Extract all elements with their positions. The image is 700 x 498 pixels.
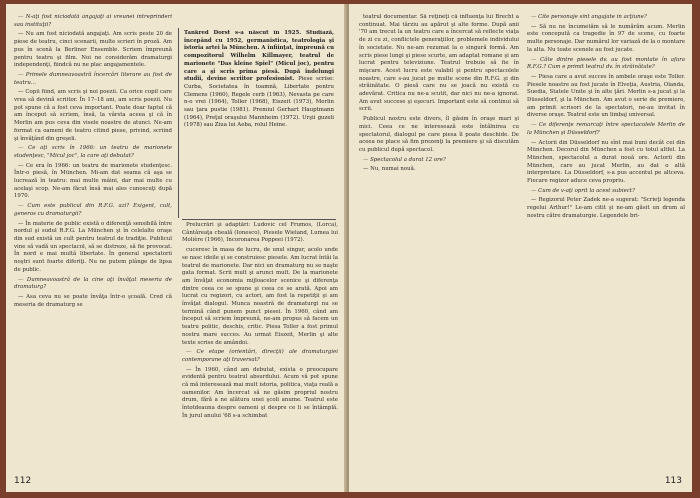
left-page-column-2: [182, 222, 338, 466]
interview-answer: — În materie de public există o diferenţă sensibilă între nordul şi sudul R.F.G. La München şi în celelalte oraşe din sud există un cult pentru teatrul de tradiţie. Publicul vine să vadă un spectacol, să se distreze, să fie provocat. În nord e mai multă libertate. În general spectatorii noştri sunt foarte diferiţi. Nu ne putem plânge de lipsa de public.: [14, 220, 172, 273]
interview-answer: — Să nu ne încumetăm să le numărăm acum. Merlin este concepută ca tragedie în 97 de scene, cu foarte multe personaje. Dar numărul lor variază de la o montare la alta. Nu toate scenele au fost jucate.: [527, 23, 685, 53]
biography-bold-text: Tankred Dorst s-a născut în 1925. Studiază, începând cu 1952, germanistica, teatrologia şi istoria artei la München. A înfiinţat, împreună cu compozitorul Wilhelm Killmayer, teatrul de marionete "Das kleine Spiel" (Micul joc), pentru care a şi scris prima piesă. După îndelungi studii, devine scriitor profesionist.: [184, 30, 334, 83]
interview-answer: — Nu, numai nouă.: [363, 166, 416, 173]
interview-answer: teatrul documentar. Să reţineţi că influenţa lui Brecht a continuat. Mai târziu au apărut şi alte forme. După anii '70 am trecut la un teatru care a încercat să reflecte viaţa de zi cu zi, conflictele generaţiilor, problemele individului în societate. Nu ne-am rezumat la o singură formă. Am scris piese lungi şi piese scurte, am adaptat romane şi am lucrat pentru televiziune. Teatrul trebuie să fie în mişcare. Acest lucru este valabil şi pentru spectacolele noastre, care s-au jucat pe multe scene din R.F.G. şi din străinătate. O piesă care nu se joacă nu există cu adevărat. Critica nu ne-a scutit, dar nici nu ne-a ignorat. Am avut succese şi eşecuri. Important este să continui să scrii.: [359, 14, 519, 113]
interview-question: — Spectacolul a durat 12 ore?: [363, 156, 446, 163]
box-bottom-rule: [182, 219, 336, 220]
right-page: [349, 4, 692, 492]
right-page-column-2: [527, 14, 685, 466]
interview-question: — Câte dintre piesele dv. au fost montate în afara R.F.G.? Cum e primit teatrul dv. în străinătate?: [527, 56, 685, 71]
page-number-left: 112: [14, 476, 32, 486]
interview-answer: — Regizorul Peter Zadek ne-a sugerat: "Scrieţi legenda regelui Arthur!" Le-am citit şi ne-am găsit un drum al nostru către dramaturgie. Legendele bri-: [527, 197, 685, 219]
biography-works-text: Piese scrise: Curba, Societatea în toamnă, Libertate pentru Clemens (1960), Regele cerb (1963), Nevasta pe care n-o vrei (1964), Toller (1968), Eiszeit (1973), Merlin sau ţara pustie (1981). Premiul Gerhart Hauptmann (1964), Preţul oraşului Mannheim (1972). Urşii guzeli (1978) sau Ziua lui Aeba, rolul Heine.: [184, 76, 334, 129]
author-biography-box: [184, 30, 334, 216]
page-number-right: 113: [664, 476, 682, 486]
interview-question: — Cum este publicul din R.F.G. azi? Exigent, cult, generos cu dramaturgii?: [14, 203, 172, 217]
interview-question: — N-aţi fost niciodată angajaţi ai vreunei întreprinderi sau instituţii?: [14, 14, 172, 28]
interview-question: — Dumneavoastră de la cine aţi învăţat meseria de dramaturg?: [14, 276, 172, 291]
interview-question: — Primele dumneavoastră încercări literare au fost de teatru...: [14, 71, 172, 86]
interview-question: — Ce etape (orientări, direcţii) ale dramaturgiei contemporane aţi traversat?: [182, 349, 338, 363]
interview-answer: Publicul nostru este divers, îl găsim în oraşe mari şi mici. Ceea ce ne interesează este întâlnirea cu spectatorul, dialogul pe care piesa îl poate deschide. De aceea ne place să fim prezenţi la premiere şi să discutăm cu publicul după spectacol.: [359, 116, 519, 153]
interview-answer: cuceresc în masa de lucru, de unul singur, acolo unde se nasc ideile şi se construiesc piesele. Am lucrat întâi la teatrul de marionete. Dar nici un dramaturg nu se naşte gata format. Scrii mult şi arunci mult. De la marionete am învăţat economia mijloacelor scenice şi diferenţa dintre ceea ce se spune şi ceea ce se arată. Apoi am lucrat cu regizori, cu actori, am fost la repetiţii şi am învăţat dialogul. Munca noastră de dramaturgi nu se termină când punem punct piesei. În 1960, când am început să scriem împreună, ne-am propus să facem un teatru politic, deschis, critic. Piesa Toller a fost primul nostru mare succes. Au urmat Eiszeit, Merlin şi alte texte scrise de amândoi.: [182, 247, 338, 346]
interview-answer: — Actorii din Düsseldorf nu sînt mai buni decât cei din München. Decorul din München a fost cu totul altfel. La München, spectacolul a durat nouă ore. Actorii din München, care au jucat Merlin, au dat o altă interpretare. La Düsseldorf, s-a pus accentul pe altceva. Fiecare regizor aduce ceva propriu.: [527, 139, 685, 185]
interview-answer: — Piesa care a avut succes în ambele oraşe este Toller. Piesele noastre au fost jucate în Elveţia, Austria, Olanda, Suedia, Statele Unite şi în alte ţări. Merlin s-a jucat şi la Düsseldorf, şi la München. Am avut o serie de premiere, am primit scrisori de la spectatori, ne-au invitat în diverse oraşe. Teatrul este un limbaj universal.: [527, 73, 685, 119]
interview-question: — Cum de v-aţi oprit la acest subiect?: [531, 187, 635, 194]
adaptations-paragraph: Prelucrări şi adaptări: Ludovic cel Frumos, (Lorca), Cântăreaţa cheală (Ionesco), Piesele Wieland, Lumea lui Molière (1966), Incoronarea Poppeei (1972).: [182, 222, 338, 244]
interview-answer: — Ce era în 1966: un teatru de marionete studenţesc. Într-o piesă, în München. Mi-am dat seama că aşa se lucrează în teatru: mai multe mâini, dar mai multe cu acelaşi scop. Ne-am făcut însă mai ales cunoscuţi după 1970.: [14, 162, 172, 200]
box-border: [178, 28, 179, 218]
interview-answer: — Asa ceva nu se poate învăţa într-o şcoală. Cred că meseria de dramaturg se: [14, 293, 172, 308]
interview-question: — Cite personaje sînt angajate în acţiune?: [531, 14, 647, 20]
interview-answer: — Copii fiind, am scris şi noi poezii. Ca orice copil care vrea să devină scriitor. În 17–18 ani, am scris poezii. Nu pot spune că a fost ceva important. Poate doar faptul că am început să scriem, însă, la vârsta aceea şi că în Merlin am pus ceva din visele noastre de atunci. Ne-am format ca oameni de teatru citind piese, privind, scriind şi învăţând din greşeli.: [14, 89, 172, 142]
interview-answer: — Nu am fost niciodată angajaţi. Am scris peste 20 de piese de teatru, cinci scenarii, multe scrieri în proză. Am pus în scenă la Berliner Ensemble. Scriem împreună pentru teatru şi film. Noi ne considerăm dramaturgi independenţi, fiindcă nu ne plac angajamentele.: [14, 31, 172, 69]
interview-answer: — În 1960, când am debutat, exista o preocupare evidentă pentru teatrul absurdului. Acum vă pot spune că mă interesează mai mult istoria, politica, viaţa reală a oamenilor. Am încercat să ne găsim propriul nostru drum, fără a ne alătura unei şcoli anume. Teatrul este întotdeauna despre oameni şi despre ce li se întâmplă. În jurul anului '68 s-a schimbat: [182, 366, 338, 419]
left-page-column-1: [14, 14, 172, 466]
right-page-column-1: [359, 14, 519, 466]
interview-question: — Ce diferenţe remarcaţi între spectacolele Merlin de la München şi Düsseldorf?: [527, 122, 685, 136]
left-page: [6, 4, 346, 492]
interview-question: — Ce aţi scris în 1966: un teatru de marionete studenţesc, "Micul joc", la care aţi debutat?: [14, 145, 172, 159]
